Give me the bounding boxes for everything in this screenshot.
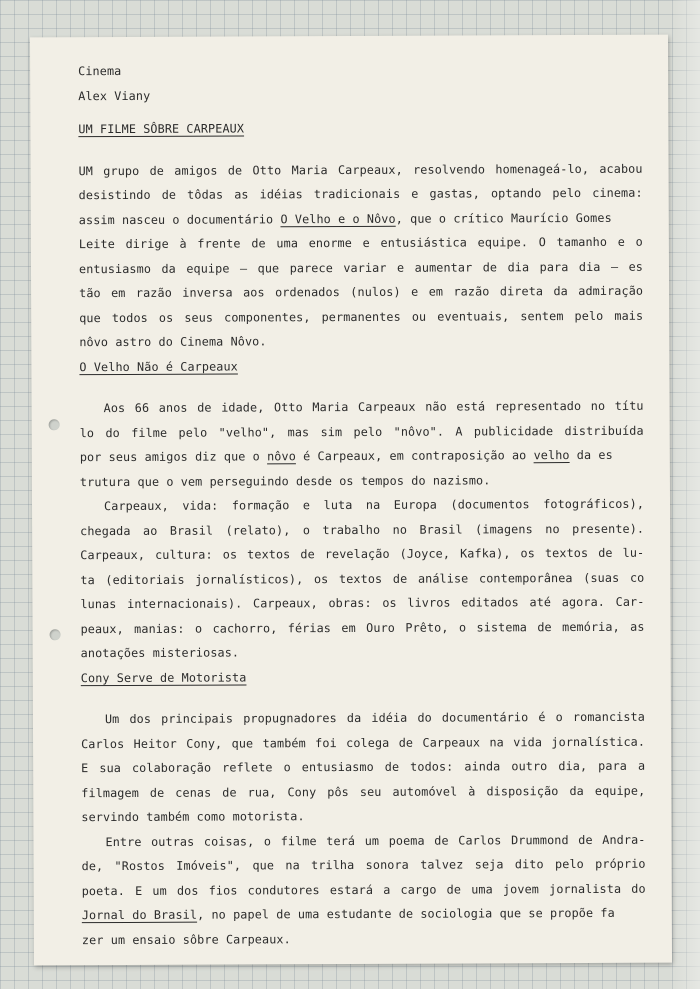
text-line: desistindo de tôdas as idéias tradicionais e gastas, optando pelo cinema: [78, 185, 643, 203]
punch-hole [50, 629, 61, 640]
text-line: poeta. E um dos fios condutores estará a cargo de uma jovem jornalista do [81, 881, 646, 898]
typewritten-page [30, 35, 672, 966]
text-line: Um dos principais propugnadores da idéia do documentário é o romancista [104, 709, 645, 727]
section-paragraph [80, 394, 645, 666]
text-line: filmagem de cenas de rua, Cony pôs seu automóvel à disposição da equipe, [81, 783, 646, 800]
text-line: de, "Rostos Imóveis", que na trilha sonora talvez seja dito pelo próprio [81, 856, 646, 874]
text-line: Jornal do Brasil, no papel de uma estudante de sociologia que se propõe fa [81, 905, 615, 923]
text-line: Carpeaux, vida: formação e luta na Europa (documentos fotográficos), [103, 496, 645, 514]
section-label: Cinema [78, 63, 122, 79]
text-line: zer um ensaio sôbre Carpeaux. [81, 931, 291, 947]
text-line: lunas internacionais). Carpeaux, obras: os livros editados até agora. Car- [80, 594, 645, 612]
text-line: entusiasmo da equipe — que parece variar e aumentar de dia para dia — es [78, 259, 644, 276]
text-line: por seus amigos diz que o nôvo é Carpeaux, em contraposição ao velho da es [79, 447, 613, 465]
section-heading: O Velho Não é Carpeaux [79, 358, 238, 374]
text-line: trutura que o vem perseguindo desde os tempos do nazismo. [79, 472, 491, 489]
text-line: nôvo astro do Cinema Nôvo. [79, 334, 267, 350]
section-paragraph [81, 705, 646, 952]
text-line: Leite dirige à frente de uma enorme e entusiástica equipe. O tamanho e o [78, 234, 643, 252]
punch-hole [49, 419, 60, 430]
section-heading: Cony Serve de Motorista [80, 669, 247, 685]
article-title: UM FILME SÔBRE CARPEAUX [78, 121, 245, 137]
text-line: anotações misteriosas. [80, 645, 240, 661]
text-line: que todos os seus componentes, permanentes ou eventuais, sentem pelo mais [79, 308, 644, 325]
text-line: assim nasceu o documentário O Velho e o Nôvo, que o crítico Maurício Gomes [78, 210, 612, 227]
text-line: tão em razão inversa aos ordenados (nulos) e em razão direta da admiração [79, 283, 644, 301]
underlined-word: velho [533, 448, 570, 463]
underlined-word: nôvo [267, 449, 296, 464]
text-line: Aos 66 anos de idade, Otto Maria Carpeaux não está representado no títu [103, 398, 644, 416]
author-name: Alex Viany [78, 88, 151, 103]
page-edge-shadow [670, 0, 700, 989]
intro-paragraph [79, 156, 644, 354]
text-line: E sua colaboração reflete o entusiasmo de todos: ainda outro dia, para a [81, 758, 646, 776]
text-line: Carlos Heitor Cony, que também foi colega de Carpeaux na vida jornalística. [81, 734, 646, 751]
text-line: UM grupo de amigos de Otto Maria Carpeaux, resolvendo homenageá-lo, acabou [78, 161, 643, 178]
text-line: servindo também como motorista. [81, 809, 305, 825]
text-line: Entre outras coisas, o filme terá um poema de Carlos Drummond de Andra- [105, 832, 646, 849]
text-line: peaux, manias: o cachorro, férias em Ouro Prêto, o sistema de memória, as [80, 619, 645, 636]
text-line: chegada ao Brasil (relato), o trabalho no Brasil (imagens no presente). [80, 521, 645, 538]
text-line: Carpeaux, cultura: os textos de revelação (Joyce, Kafka), os textos de lu- [80, 545, 645, 563]
page-text [78, 57, 646, 952]
newspaper-name: Jornal do Brasil [81, 907, 198, 923]
film-title: O Velho e o Nôvo [280, 211, 396, 226]
text-line: ta (editoriais jornalísticos), os textos de análise contemporânea (suas co [80, 570, 645, 587]
text-line: lo do filme pelo "velho", mas sim pelo "nôvo". A publicidade distribuída [79, 423, 644, 440]
